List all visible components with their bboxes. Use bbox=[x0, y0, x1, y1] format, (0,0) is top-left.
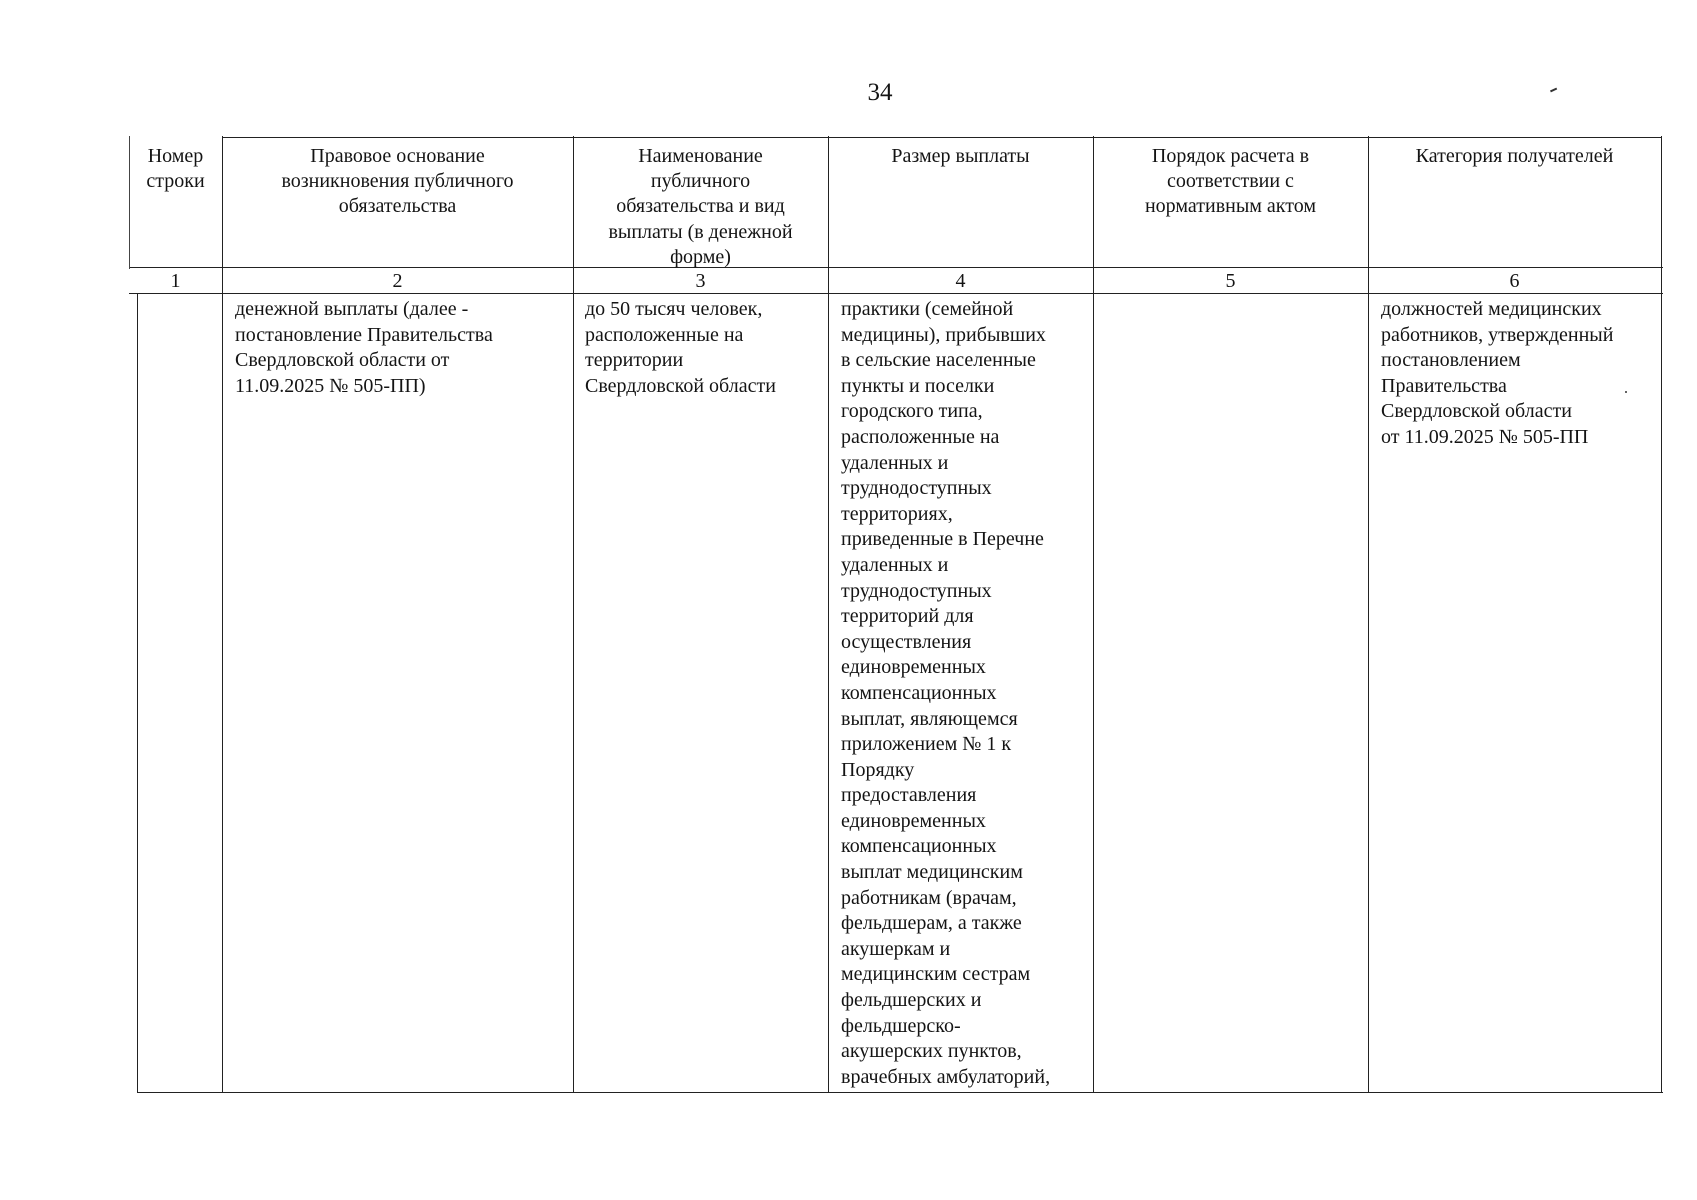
numbering-row-bottom-border bbox=[129, 293, 1663, 294]
column-number-1: 1 bbox=[170, 270, 181, 292]
header-obligation-name: Наименование публичного обязательства и вид выплаты (в денежной форме) bbox=[608, 145, 793, 268]
table-bottom-border bbox=[137, 1092, 1663, 1093]
header-legal-basis: Правовое основание возникновения публичного обязательства bbox=[281, 145, 514, 218]
table-left-border bbox=[137, 293, 138, 1093]
cell-payment-amount: практики (семейной медицины), прибывших в сельские населенные пункты и поселки городского типа, расположенные на удаленных и труднодоступных территориях, приведенные в Перечне удаленных и труднодоступных территорий для осуществления единовременных компенсационных выплат, являющемся приложением № 1 к Порядку предоставления единовременных компенсационных выплат медицинским работникам (врачам, фельдшерам, а также акушеркам и медицинским сестрам фельдшерских и фельдшерско- акушерских пунктов, врачебных амбулаторий, bbox=[841, 298, 1051, 1088]
column-number-3: 3 bbox=[695, 270, 706, 292]
table-right-border bbox=[1661, 136, 1662, 1093]
header-recipient-category: Категория получателей bbox=[1415, 145, 1614, 167]
cell-recipient-category: должностей медицинских работников, утвержденный постановлением Правительства Свердловской области от 11.09.2025 № 505-ПП bbox=[1381, 298, 1614, 448]
header-payment-amount: Размер выплаты bbox=[891, 145, 1030, 167]
cell-legal-basis: денежной выплаты (далее - постановление Правительства Свердловской области от 11.09.2025 № 505-ПП) bbox=[235, 298, 493, 397]
table-top-border bbox=[222, 137, 1662, 138]
column-number-6: 6 bbox=[1509, 270, 1520, 292]
header-row-number: Номер строки bbox=[146, 145, 205, 193]
column-number-4: 4 bbox=[955, 270, 966, 292]
column-number-2: 2 bbox=[392, 270, 403, 292]
obligations-table bbox=[129, 136, 1663, 1094]
column-number-5: 5 bbox=[1225, 270, 1236, 292]
header-calculation-order: Порядок расчета в соответствии с нормативным актом bbox=[1144, 145, 1317, 218]
page-number: 34 bbox=[867, 79, 893, 106]
scan-mark-right-cell bbox=[1625, 391, 1627, 393]
cell-obligation-name: до 50 тысяч человек, расположенные на территории Свердловской области bbox=[585, 298, 776, 397]
header-bottom-border bbox=[129, 267, 1663, 268]
